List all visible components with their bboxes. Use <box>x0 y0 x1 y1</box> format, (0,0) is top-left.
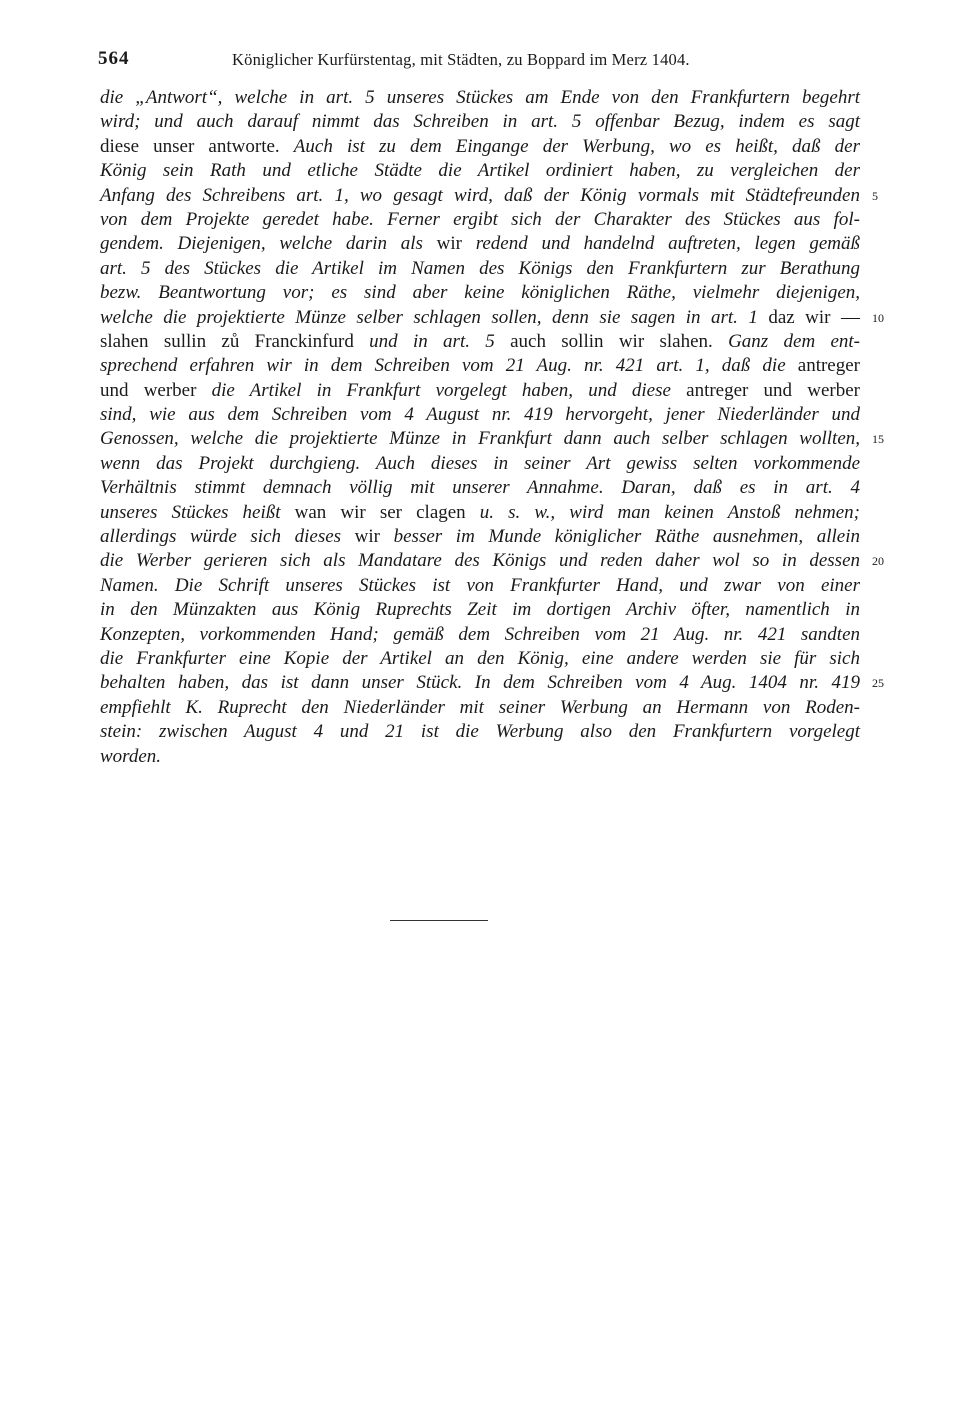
text-segment: König sein Rath und etliche Städte die Artikel ordiniert haben, zu vergleichen der <box>100 160 860 182</box>
text-segment: empfiehlt K. Ruprecht den Niederländer mit seiner Werbung an Hermann von Roden- <box>100 696 860 718</box>
text-segment: in den Münzakten aus König Ruprechts Zeit im dortigen Archiv öfter, namentlich in <box>100 599 860 621</box>
text-line <box>100 330 860 354</box>
text-segment: behalten haben, das ist dann unser Stück. In dem Schreiben vom 4 Aug. 1404 nr. 419 <box>100 672 860 694</box>
text-line <box>100 549 884 573</box>
text-segment: wenn das Projekt durchgieng. Auch dieses in seiner Art gewiss selten vorkommende <box>100 452 860 474</box>
text-segment: Anfang des Schreibens art. 1, wo gesagt wird, daß der König vormals mit Städtefreunden <box>100 184 860 206</box>
text-line <box>100 184 878 208</box>
text-segment: von dem Projekte geredet habe. Ferner ergibt sich der Charakter des Stückes aus fol- <box>100 208 860 230</box>
text-line <box>100 671 884 695</box>
text-segment: redend und handelnd auftreten, legen gemäß <box>461 233 860 255</box>
text-line <box>100 110 860 134</box>
text-segment: allerdings würde sich dieses <box>100 526 355 548</box>
text-segment: daz wir — <box>768 306 860 328</box>
text-line <box>100 452 860 476</box>
text-segment: diese unser antworte. <box>100 135 294 157</box>
text-line <box>100 574 860 598</box>
text-line <box>100 86 860 110</box>
text-segment: sprechend erfahren wir in dem Schreiben vom 21 Aug. nr. 421 art. 1, daß die <box>100 355 798 377</box>
text-segment: Konzepten, vorkommenden Hand; gemäß dem Schreiben vom 21 Aug. nr. 421 sandten <box>100 623 860 645</box>
text-line <box>100 501 860 525</box>
text-segment: welche die projektierte Münze selber schlagen sollen, denn sie sagen in art. 1 <box>100 306 769 328</box>
text-segment: die Artikel in Frankfurt vorgelegt haben, und diese <box>211 379 687 401</box>
text-line <box>100 647 860 671</box>
text-segment: unseres Stückes heißt <box>100 501 295 523</box>
text-segment: die Werber gerieren sich als Mandatare des Königs und reden daher wol so in dessen <box>100 550 860 572</box>
text-segment: antreger <box>797 355 860 377</box>
line-number: 25 <box>872 676 884 691</box>
running-title: Königlicher Kurfürstentag, mit Städten, zu Boppard im Merz 1404. <box>232 50 690 69</box>
text-segment: und werber <box>100 379 212 401</box>
text-segment: die Frankfurter eine Kopie der Artikel an den König, eine andere werden sie für sich <box>100 647 860 669</box>
text-segment: Namen. Die Schrift unseres Stückes ist von Frankfurter Hand, und zwar von einer <box>100 574 860 596</box>
text-line <box>100 696 860 720</box>
running-head <box>98 48 858 74</box>
text-segment: Verhältnis stimmt demnach völlig mit unserer Annahme. Daran, daß es in art. 4 <box>100 477 860 499</box>
text-segment: bezw. Beantwortung vor; es sind aber keine königlichen Räthe, vielmehr diejenigen, <box>100 282 860 304</box>
text-line <box>100 208 860 232</box>
end-rule <box>390 920 488 921</box>
text-segment: Auch ist zu dem Eingange der Werbung, wo es heißt, daß der <box>293 135 860 157</box>
text-segment: sind, wie aus dem Schreiben vom 4 August nr. 419 hervorgeht, jener Niederländer und <box>100 404 860 426</box>
page-number: 564 <box>98 48 130 69</box>
text-segment: auch sollin wir slahen. <box>510 330 729 352</box>
text-line <box>100 745 860 769</box>
text-segment: besser im Munde königlicher Räthe ausnehmen, allein <box>380 526 860 548</box>
text-line <box>100 257 860 281</box>
text-segment: wir <box>354 526 380 548</box>
text-segment: antreger und werber <box>686 379 860 401</box>
text-segment: wird; und auch darauf nimmt das Schreiben in art. 5 offenbar Bezug, indem es sagt <box>100 111 860 133</box>
text-segment: art. 5 des Stückes die Artikel im Namen des Königs den Frankfurtern zur Berathung <box>100 257 860 279</box>
text-line <box>100 232 860 256</box>
text-line <box>100 379 860 403</box>
body-text <box>100 86 884 769</box>
text-line <box>100 598 860 622</box>
text-line <box>100 135 860 159</box>
text-segment: wan wir ser clagen <box>294 501 466 523</box>
text-segment: gendem. Diejenigen, welche darin als <box>100 233 437 255</box>
text-segment: die „Antwort“, welche in art. 5 unseres Stückes am Ende von den Frankfurtern begehrt <box>100 87 860 108</box>
text-segment: Genossen, welche die projektierte Münze in Frankfurt dann auch selber schlagen wollten, <box>100 428 860 450</box>
text-line <box>100 159 860 183</box>
text-line <box>100 623 860 647</box>
line-number: 10 <box>872 310 884 325</box>
text-line <box>100 427 884 451</box>
text-line <box>100 525 860 549</box>
line-number: 20 <box>872 554 884 569</box>
text-segment: stein: zwischen August 4 und 21 ist die Werbung also den Frankfurtern vorgelegt <box>100 721 860 743</box>
text-line <box>100 720 860 744</box>
text-segment: Ganz dem ent- <box>728 330 861 352</box>
line-number: 5 <box>872 188 878 203</box>
text-line <box>100 354 860 378</box>
text-line <box>100 306 884 330</box>
text-segment: slahen sullin zů Franckinfurd <box>100 330 370 352</box>
text-line <box>100 476 860 500</box>
text-segment: worden. <box>100 745 162 767</box>
text-segment: und in art. 5 <box>369 330 511 352</box>
line-number: 15 <box>872 432 884 447</box>
text-segment: u. s. w., wird man keinen Anstoß nehmen; <box>465 501 861 523</box>
text-line <box>100 281 860 305</box>
text-segment: wir <box>436 233 462 255</box>
text-line <box>100 403 860 427</box>
